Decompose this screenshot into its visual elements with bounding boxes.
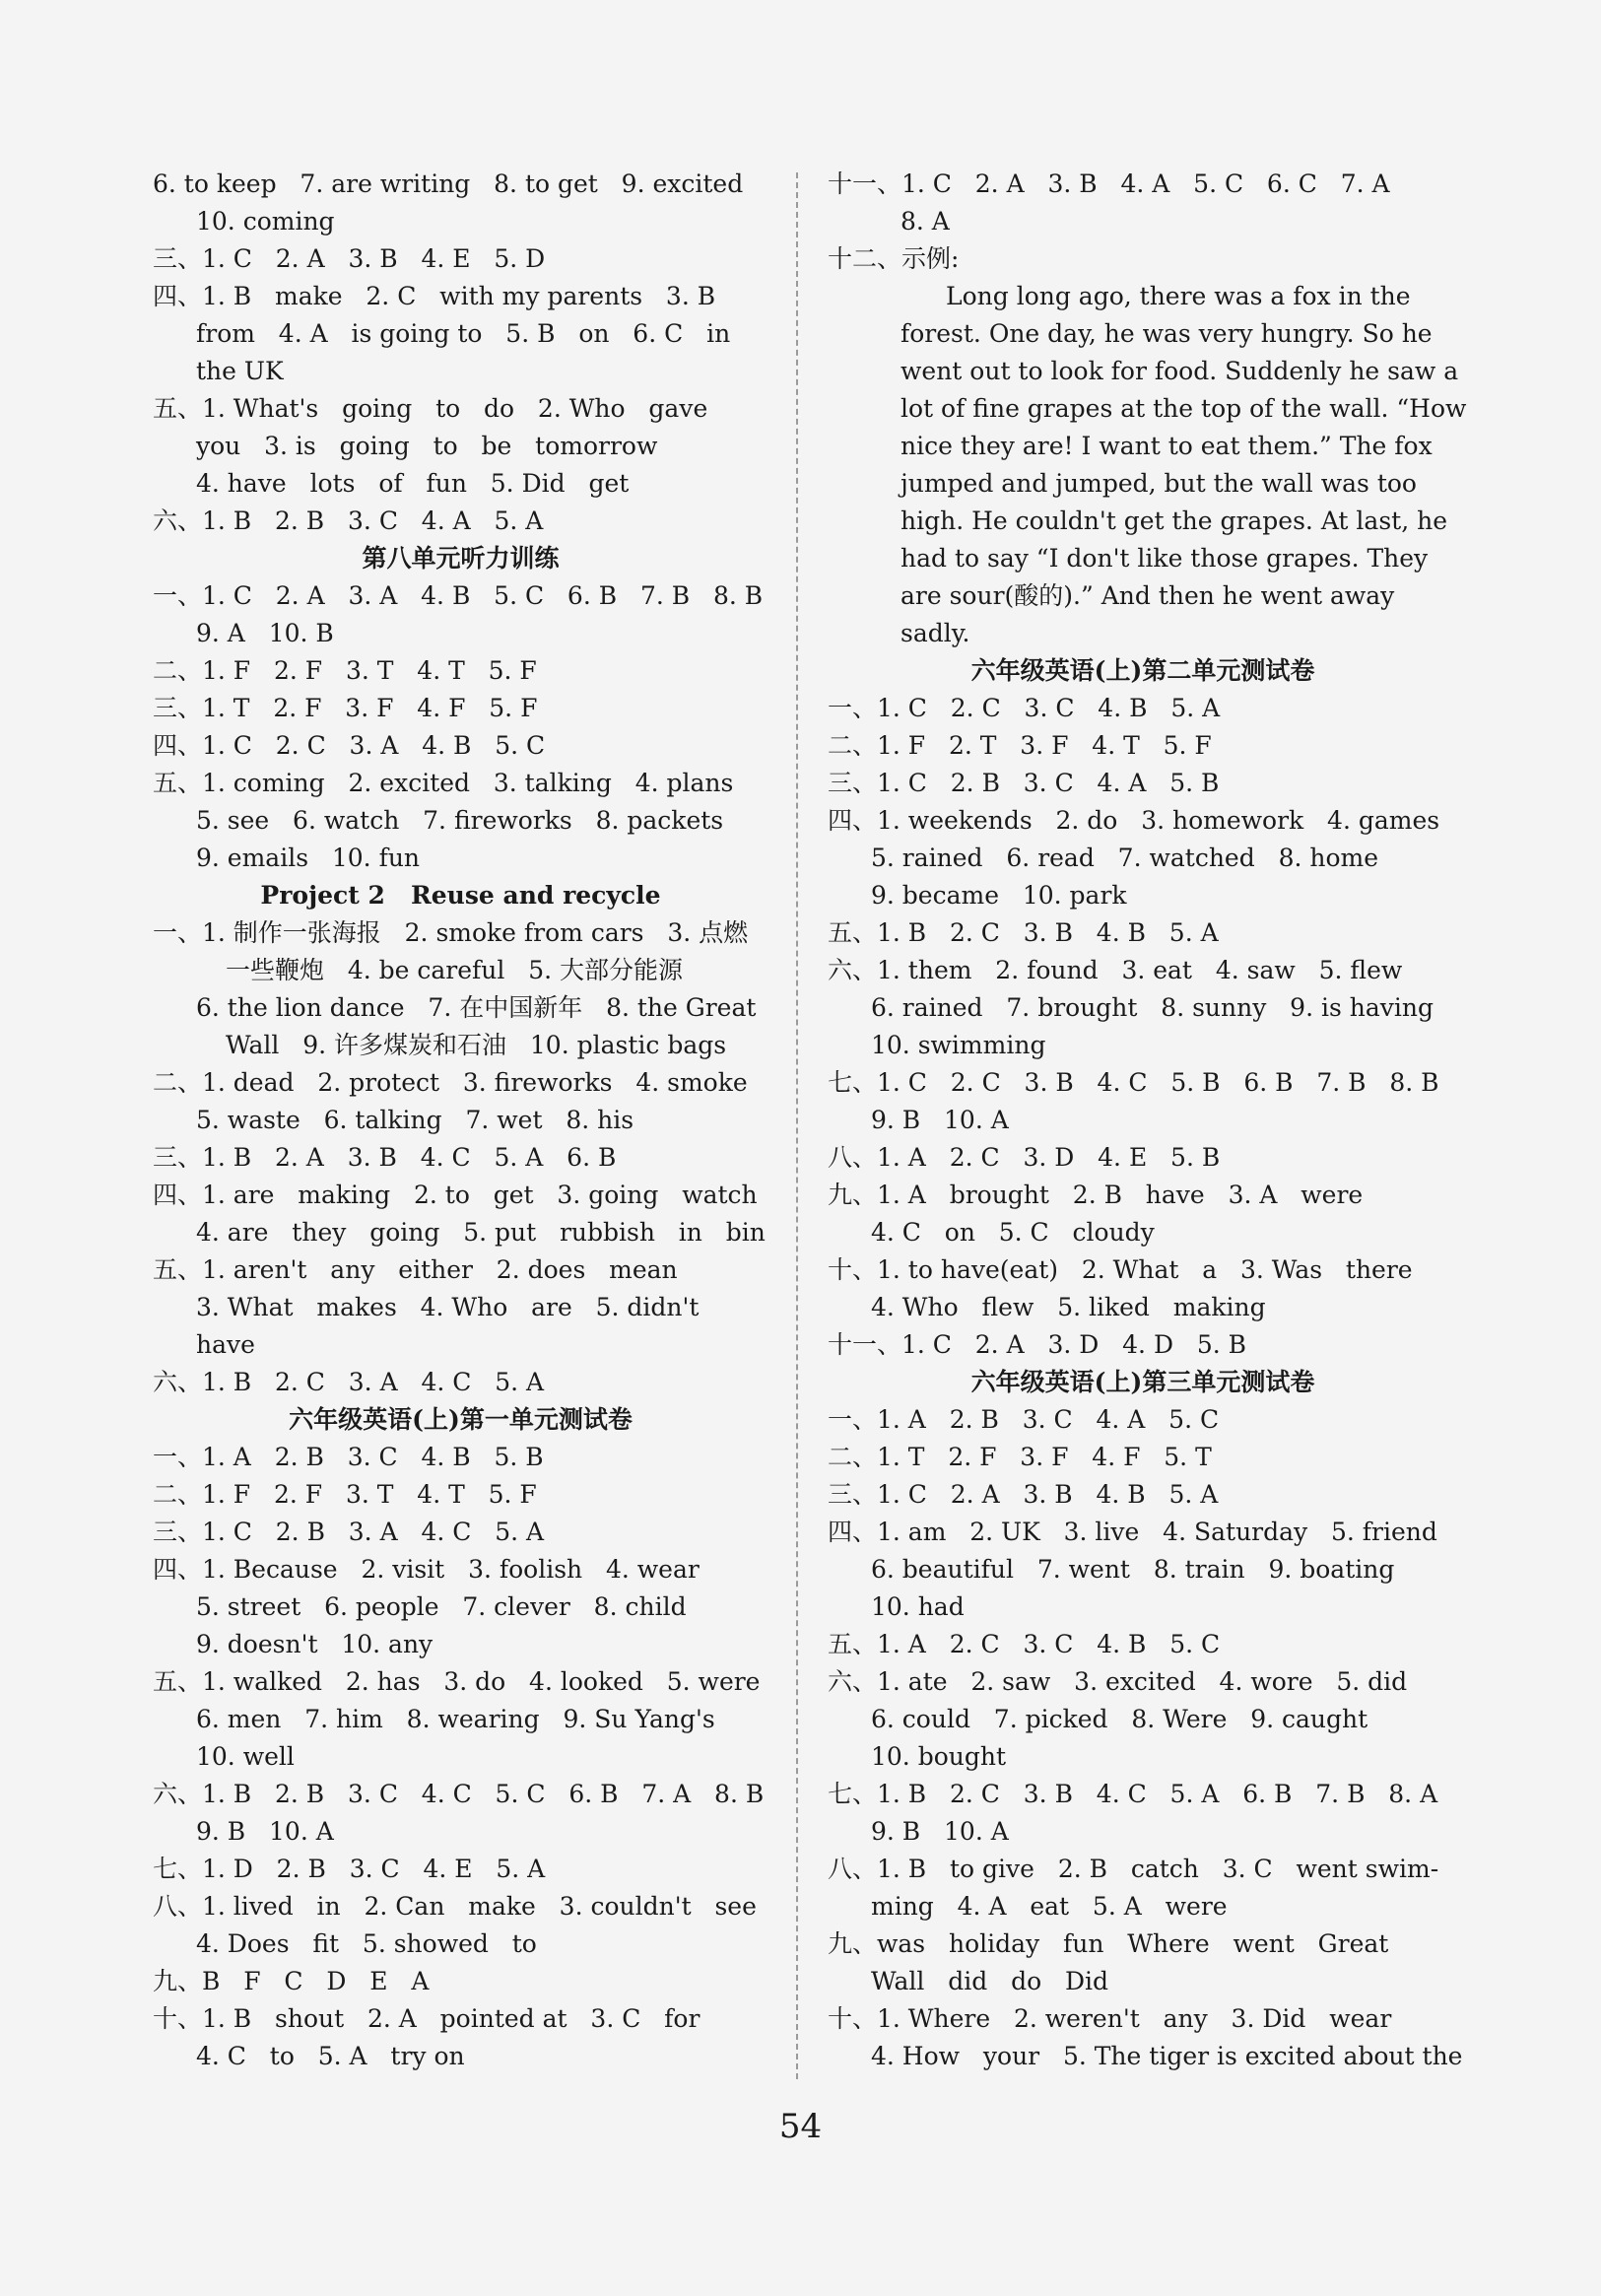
left_column-line: 三、1. C 2. A 3. B 4. E 5. D <box>153 244 546 273</box>
right_column-line: 四、1. am 2. UK 3. live 4. Saturday 5. friend <box>828 1518 1437 1546</box>
essay-line: are sour(酸的).” And then he went away <box>901 581 1395 610</box>
left_column-line: 4. Does fit 5. showed to <box>196 1929 537 1958</box>
right_column-line: 6. could 7. picked 8. Were 9. caught <box>871 1705 1368 1733</box>
essay-line: went out to look for food. Suddenly he saw a <box>901 357 1459 385</box>
left_column-line: 9. A 10. B <box>196 619 334 647</box>
left_column-line: 一、1. C 2. A 3. A 4. B 5. C 6. B 7. B 8. B <box>153 581 764 610</box>
left_column-line: 三、1. C 2. B 3. A 4. C 5. A <box>153 1518 545 1546</box>
section-heading: 六年级英语(上)第一单元测试卷 <box>289 1405 633 1434</box>
left_column-line: 八、1. lived in 2. Can make 3. couldn't see <box>153 1892 757 1921</box>
essay-line: jumped and jumped, but the wall was too <box>901 469 1417 498</box>
essay-line: 8. A <box>901 207 950 236</box>
left_column-line: 一、1. A 2. B 3. C 4. B 5. B <box>153 1443 544 1471</box>
right_column-line: 四、1. weekends 2. do 3. homework 4. games <box>828 806 1440 835</box>
left_column-line: you 3. is going to be tomorrow <box>196 432 658 460</box>
left_column-line: 4. are they going 5. put rubbish in bin <box>196 1218 766 1247</box>
right_column-line: 4. How your 5. The tiger is excited about the <box>871 2042 1463 2070</box>
right_column-line: 9. B 10. A <box>871 1106 1009 1134</box>
right_column-line: 七、1. C 2. C 3. B 4. C 5. B 6. B 7. B 8. B <box>828 1068 1439 1097</box>
essay-line: forest. One day, he was very hungry. So he <box>901 319 1433 348</box>
right_column-line: 九、1. A brought 2. B have 3. A were <box>828 1181 1364 1209</box>
right_column-line: 一、1. C 2. C 3. C 4. B 5. A <box>828 694 1221 722</box>
section-heading: 六年级英语(上)第三单元测试卷 <box>970 1368 1315 1396</box>
right_column-line: 十二、示例: <box>828 244 960 273</box>
right_column-line: 6. beautiful 7. went 8. train 9. boating <box>871 1555 1395 1584</box>
left_column-line: 四、1. are making 2. to get 3. going watch <box>153 1181 758 1209</box>
left_column-line: 六、1. B 2. B 3. C 4. A 5. A <box>153 506 544 535</box>
right_column-line: 4. C on 5. C cloudy <box>871 1218 1155 1247</box>
column-divider <box>796 172 798 2079</box>
right_column-line: 十一、1. C 2. A 3. D 4. D 5. B <box>828 1330 1247 1359</box>
section-heading: 第八单元听力训练 <box>362 544 560 573</box>
right_column-line: 4. Who flew 5. liked making <box>871 1293 1266 1321</box>
left_column-line: 10. coming <box>196 207 335 236</box>
right-column <box>828 166 1467 2075</box>
left_column-line: 六、1. B 2. C 3. A 4. C 5. A <box>153 1368 545 1396</box>
left_column-line: 5. waste 6. talking 7. wet 8. his <box>196 1106 634 1134</box>
right_column-line: 七、1. B 2. C 3. B 4. C 5. A 6. B 7. B 8. A <box>828 1780 1438 1808</box>
left_column-line: 十、1. B shout 2. A pointed at 3. C for <box>153 2004 700 2033</box>
left_column-line: 3. What makes 4. Who are 5. didn't <box>196 1293 700 1321</box>
right_column-line: 二、1. T 2. F 3. F 4. F 5. T <box>828 1443 1212 1471</box>
right_column-line: 六、1. ate 2. saw 3. excited 4. wore 5. did <box>828 1667 1408 1696</box>
left_column-line: 一些鞭炮 4. be careful 5. 大部分能源 <box>226 956 684 984</box>
left_column-line: 四、1. Because 2. visit 3. foolish 4. wear <box>153 1555 700 1584</box>
essay-line: sadly. <box>901 619 970 647</box>
essay-line: lot of fine grapes at the top of the wall. “How <box>901 394 1467 423</box>
left_column-line: 五、1. walked 2. has 3. do 4. looked 5. were <box>153 1667 761 1696</box>
left_column-line: 五、1. aren't any either 2. does mean <box>153 1255 678 1284</box>
essay-line: nice they are! I want to eat them.” The fox <box>901 432 1433 460</box>
left_column-line: 5. see 6. watch 7. fireworks 8. packets <box>196 806 724 835</box>
left_column-line: 五、1. coming 2. excited 3. talking 4. plans <box>153 769 734 797</box>
left_column-line: 9. B 10. A <box>196 1817 334 1846</box>
left_column-line: 四、1. B make 2. C with my parents 3. B <box>153 282 716 310</box>
right_column-line: 八、1. B to give 2. B catch 3. C went swim- <box>828 1855 1439 1883</box>
right_column-line: 十、1. Where 2. weren't any 3. Did wear <box>828 2004 1392 2033</box>
section-heading: Project 2 Reuse and recycle <box>260 881 661 910</box>
left_column-line: 5. street 6. people 7. clever 8. child <box>196 1592 687 1621</box>
essay-line: had to say “I don't like those grapes. They <box>901 544 1429 573</box>
left_column-line: 三、1. B 2. A 3. B 4. C 5. A 6. B <box>153 1143 617 1172</box>
right_column-line: 三、1. C 2. A 3. B 4. B 5. A <box>828 1480 1219 1509</box>
right_column-line: 八、1. A 2. C 3. D 4. E 5. B <box>828 1143 1221 1172</box>
right_column-line: 十、1. to have(eat) 2. What a 3. Was there <box>828 1255 1413 1284</box>
right_column-line: 五、1. A 2. C 3. C 4. B 5. C <box>828 1630 1221 1658</box>
left_column-line: 四、1. C 2. C 3. A 4. B 5. C <box>153 731 546 760</box>
right_column-line: 五、1. B 2. C 3. B 4. B 5. A <box>828 918 1219 947</box>
left_column-line: 九、B F C D E A <box>153 1967 430 1995</box>
page-number: 54 <box>778 2107 823 2146</box>
left_column-line: 6. men 7. him 8. wearing 9. Su Yang's <box>196 1705 715 1733</box>
left_column-line: 9. doesn't 10. any <box>196 1630 434 1658</box>
left_column-line: have <box>196 1330 255 1359</box>
left_column-line: Wall 9. 许多煤炭和石油 10. plastic bags <box>226 1031 727 1059</box>
left_column-line: from 4. A is going to 5. B on 6. C in <box>196 319 731 348</box>
right_column-line: 三、1. C 2. B 3. C 4. A 5. B <box>828 769 1220 797</box>
right_column-line: 9. B 10. A <box>871 1817 1009 1846</box>
left_column-line: 二、1. dead 2. protect 3. fireworks 4. smoke <box>153 1068 748 1097</box>
essay-line: Long long ago, there was a fox in the <box>946 282 1411 310</box>
right_column-line: 六、1. them 2. found 3. eat 4. saw 5. flew <box>828 956 1403 984</box>
right_column-line: Wall did do Did <box>871 1967 1109 1995</box>
left-column <box>153 166 768 2075</box>
left_column-line: 9. emails 10. fun <box>196 844 421 872</box>
right_column-line: 5. rained 6. read 7. watched 8. home <box>871 844 1379 872</box>
right_column-line: 九、was holiday fun Where went Great <box>828 1929 1389 1958</box>
left_column-line: 4. C to 5. A try on <box>196 2042 465 2070</box>
right_column-line: ming 4. A eat 5. A were <box>871 1892 1228 1921</box>
right_column-line: 二、1. F 2. T 3. F 4. T 5. F <box>828 731 1212 760</box>
left_column-line: 三、1. T 2. F 3. F 4. F 5. F <box>153 694 538 722</box>
left_column-line: 4. have lots of fun 5. Did get <box>196 469 630 498</box>
right_column-line: 一、1. A 2. B 3. C 4. A 5. C <box>828 1405 1220 1434</box>
left_column-line: 二、1. F 2. F 3. T 4. T 5. F <box>153 656 537 685</box>
right_column-line: 10. swimming <box>871 1031 1046 1059</box>
left_column-line: 二、1. F 2. F 3. T 4. T 5. F <box>153 1480 537 1509</box>
section-heading: 六年级英语(上)第二单元测试卷 <box>970 656 1315 685</box>
right_column-line: 10. bought <box>871 1742 1007 1771</box>
left_column-line: 六、1. B 2. B 3. C 4. C 5. C 6. B 7. A 8. B <box>153 1780 765 1808</box>
essay-line: high. He couldn't get the grapes. At last, he <box>901 506 1447 535</box>
right_column-line: 10. had <box>871 1592 965 1621</box>
left_column-line: the UK <box>196 357 284 385</box>
right_column-line: 9. became 10. park <box>871 881 1127 910</box>
left_column-line: 10. well <box>196 1742 295 1771</box>
left_column-line: 一、1. 制作一张海报 2. smoke from cars 3. 点燃 <box>153 918 749 947</box>
left_column-line: 七、1. D 2. B 3. C 4. E 5. A <box>153 1855 546 1883</box>
left_column-line: 6. the lion dance 7. 在中国新年 8. the Great <box>196 993 757 1022</box>
left_column-line: 6. to keep 7. are writing 8. to get 9. excited <box>153 169 744 198</box>
left_column-line: 五、1. What's going to do 2. Who gave <box>153 394 708 423</box>
right_column-line: 十一、1. C 2. A 3. B 4. A 5. C 6. C 7. A <box>828 169 1390 198</box>
right_column-line: 6. rained 7. brought 8. sunny 9. is having <box>871 993 1434 1022</box>
